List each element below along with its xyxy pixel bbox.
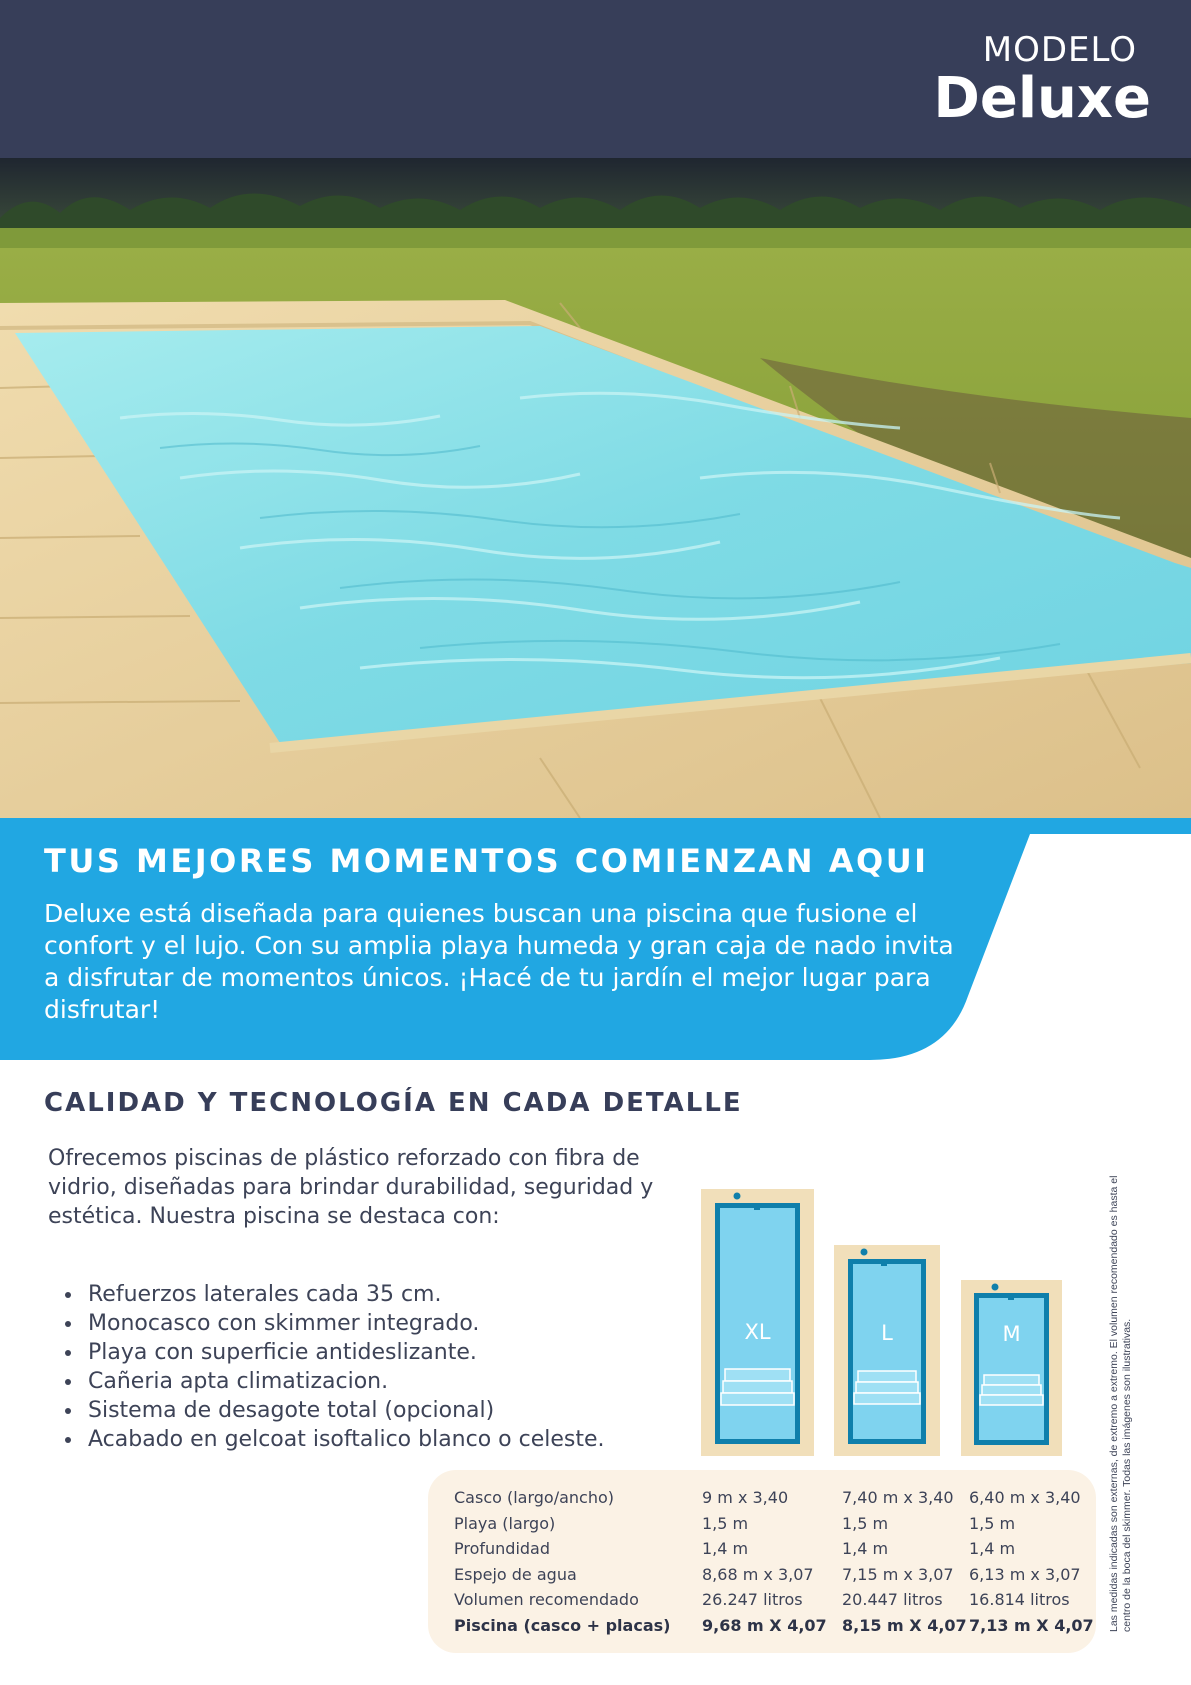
spec-value-xl: 9,68 m X 4,07 bbox=[702, 1616, 827, 1635]
spec-value-l: 7,15 m x 3,07 bbox=[842, 1564, 954, 1584]
feature-item: • Monocasco con skimmer integrado. bbox=[84, 1309, 605, 1338]
banner-title: TUS MEJORES MOMENTOS COMIENZAN AQUI bbox=[44, 842, 929, 880]
section-title: CALIDAD Y TECNOLOGÍA EN CADA DETALLE bbox=[44, 1088, 743, 1118]
spec-value-m: 7,13 m X 4,07 bbox=[969, 1616, 1094, 1635]
feature-item: • Playa con superficie antideslizante. bbox=[84, 1338, 605, 1367]
spec-table bbox=[428, 1470, 1096, 1653]
spec-value-m: 6,40 m x 3,40 bbox=[969, 1488, 1081, 1507]
pool-diagram-xl bbox=[701, 1189, 814, 1456]
spec-row-label: Piscina (casco + placas) bbox=[454, 1616, 671, 1635]
spec-value-l: 7,40 m x 3,40 bbox=[842, 1488, 954, 1507]
spec-value-l: 20.447 litros bbox=[842, 1590, 943, 1610]
spec-row-label: Casco (largo/ancho) bbox=[454, 1488, 615, 1507]
spec-row-label: Playa (largo) bbox=[454, 1513, 556, 1533]
disclaimer-note: Las medidas indicadas son externas, de extremo a extremo. El volumen recomendado es hasta el centro de la boca del skimmer. Todas las imágenes son ilustrativas. bbox=[1108, 1175, 1133, 1632]
feature-item: • Cañeria apta climatizacion. bbox=[84, 1367, 605, 1396]
spec-value-m: 16.814 litros bbox=[969, 1590, 1070, 1610]
spec-row-label: Volumen recomendado bbox=[454, 1590, 639, 1610]
spec-value-xl: 1,5 m bbox=[702, 1513, 749, 1533]
banner-text: Deluxe está diseñada para quienes buscan una piscina que fusione el confort y el lujo. Con su amplia playa humeda y gran caja de nado invita a disfrutar de momentos únicos. ¡Hacé de tu jardín el mejor lugar para disfrutar! bbox=[44, 899, 954, 1024]
size-label-xl: XL bbox=[744, 1320, 771, 1344]
spec-value-l: 8,15 m X 4,07 bbox=[842, 1616, 967, 1635]
size-label-l: L bbox=[881, 1321, 893, 1345]
model-label: MODELO bbox=[982, 30, 1137, 70]
section-intro: Ofrecemos piscinas de plástico reforzado con fibra de vidrio, diseñadas para brindar durabilidad, seguridad y estética. Nuestra piscina se destaca con: bbox=[48, 1146, 654, 1229]
spec-value-xl: 8,68 m x 3,07 bbox=[702, 1564, 814, 1584]
spec-value-m: 1,5 m bbox=[969, 1513, 1016, 1533]
feature-item: • Sistema de desagote total (opcional) bbox=[84, 1396, 605, 1425]
size-label-m: M bbox=[1002, 1322, 1021, 1346]
header-bar bbox=[0, 0, 1191, 158]
pool-diagram-l bbox=[834, 1245, 940, 1456]
spec-value-m: 1,4 m bbox=[969, 1539, 1016, 1559]
feature-item: • Refuerzos laterales cada 35 cm. bbox=[84, 1280, 605, 1309]
spec-value-xl: 9 m x 3,40 bbox=[702, 1488, 789, 1507]
spec-value-l: 1,4 m bbox=[842, 1539, 889, 1559]
model-name: Deluxe bbox=[933, 66, 1151, 131]
spec-row-label: Profundidad bbox=[454, 1539, 551, 1559]
spec-value-xl: 1,4 m bbox=[702, 1539, 749, 1559]
feature-item: • Acabado en gelcoat isoftalico blanco o celeste. bbox=[84, 1425, 605, 1454]
spec-value-l: 1,5 m bbox=[842, 1513, 889, 1533]
feature-list bbox=[60, 1280, 605, 1454]
spec-value-xl: 26.247 litros bbox=[702, 1590, 803, 1610]
spec-value-m: 6,13 m x 3,07 bbox=[969, 1564, 1081, 1584]
spec-row-label: Espejo de agua bbox=[454, 1564, 577, 1584]
pool-diagram-m bbox=[961, 1280, 1062, 1456]
pool-photo bbox=[0, 158, 1191, 818]
